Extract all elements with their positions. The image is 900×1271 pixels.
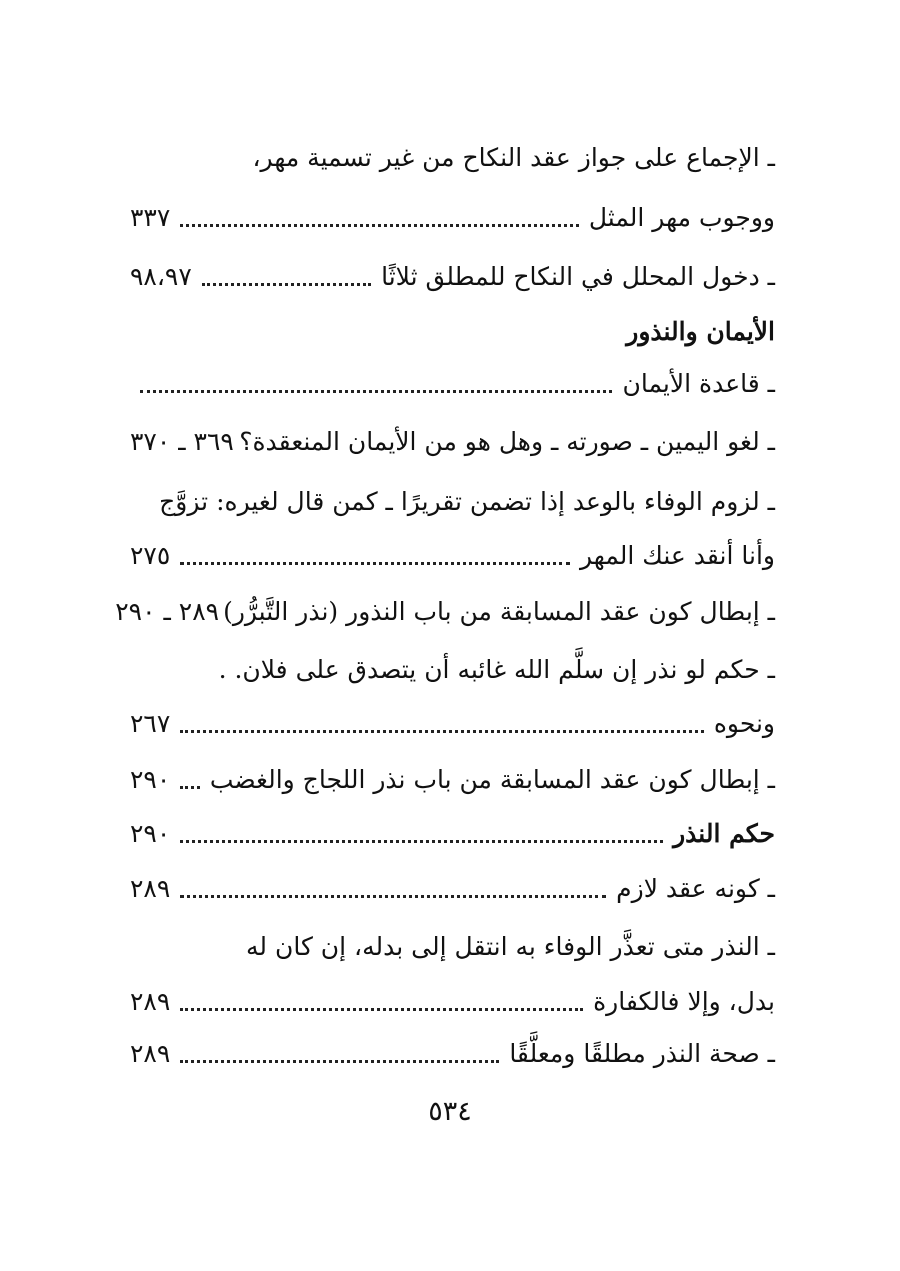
index-entry (130, 196, 775, 240)
entry-page-ref: ٢٨٩ ـ ٢٩٠ (115, 597, 220, 626)
leader-dots (180, 1060, 499, 1063)
leader-dots (180, 895, 606, 898)
entry-text: ـ إبطال كون عقد المسابقة من باب النذور (نذر التَّبرُّر) (223, 597, 775, 626)
heading-text: الأيمان والنذور (626, 317, 775, 346)
entry-page-ref: ٢٧٥ (130, 541, 171, 570)
index-entry (130, 648, 775, 692)
index-entry (130, 1032, 775, 1076)
entry-text: ـ النذر متى تعذَّر الوفاء به انتقل إلى بدله، إن كان له (246, 932, 775, 961)
entry-text: ونحوه (713, 709, 775, 738)
entry-text: ـ لغو اليمين ـ صورته ـ وهل هو من الأيمان المنعقدة؟ (239, 427, 775, 456)
entry-text: ـ حكم لو نذر إن سلَّم الله غائبه أن يتصدق على فلان. . (218, 655, 775, 684)
page-number: ٥٣٤ (428, 1096, 472, 1127)
entry-text: ـ صحة النذر مطلقًا ومعلَّقًا (509, 1039, 775, 1068)
index-entry (130, 534, 775, 578)
entry-page-ref: ٢٩٠ (130, 765, 171, 794)
index-entry (130, 136, 775, 180)
leader-dots (140, 390, 612, 393)
heading-text: حكم النذر (673, 819, 775, 848)
leader-dots (180, 730, 704, 733)
section-heading (130, 812, 775, 856)
index-entry (130, 362, 775, 406)
entry-page-ref: ٢٩٠ (130, 819, 171, 848)
index-entry (130, 980, 775, 1024)
entry-page-ref: ٢٦٧ (130, 709, 171, 738)
leader-dots (180, 224, 579, 227)
entry-page-ref: ٢٨٩ (130, 874, 171, 903)
leader-dots (180, 1008, 583, 1011)
entry-page-ref: ٢٨٩ (130, 987, 171, 1016)
index-entry (130, 480, 775, 524)
index-entry (130, 758, 775, 802)
entry-text: بدل، وإلا فالكفارة (593, 987, 775, 1016)
entry-page-ref: ٣٣٧ (130, 203, 171, 232)
entry-text: ـ كونه عقد لازم (616, 874, 775, 903)
entry-text: ـ لزوم الوفاء بالوعد إذا تضمن تقريرًا ـ كمن قال لغيره: تزوَّج (159, 487, 775, 516)
entry-text: ووجوب مهر المثل (588, 203, 775, 232)
index-entry (130, 867, 775, 911)
entry-text: ـ قاعدة الأيمان (622, 369, 775, 398)
index-entry (130, 255, 775, 299)
section-heading (130, 310, 775, 354)
entry-page-ref: ٢٨٩ (130, 1039, 171, 1068)
leader-dots (202, 283, 371, 286)
leader-dots (180, 562, 570, 565)
entry-page-ref: ٣٦٩ ـ ٣٧٠ (130, 427, 234, 456)
entry-text: وأنا أنقد عنك المهر (580, 541, 775, 570)
entry-page-ref: ٩٨،٩٧ (130, 262, 192, 291)
index-entry (115, 590, 775, 634)
entry-text: ـ الإجماع على جواز عقد النكاح من غير تسمية مهر، (252, 143, 775, 172)
leader-dots (180, 840, 663, 843)
entry-text: ـ إبطال كون عقد المسابقة من باب نذر اللجاج والغضب (209, 765, 775, 794)
leader-dots (180, 786, 200, 789)
index-entry (130, 925, 775, 969)
entry-text: ـ دخول المحلل في النكاح للمطلق ثلاثًا (381, 262, 775, 291)
index-entry (130, 420, 775, 464)
index-entry (130, 702, 775, 746)
